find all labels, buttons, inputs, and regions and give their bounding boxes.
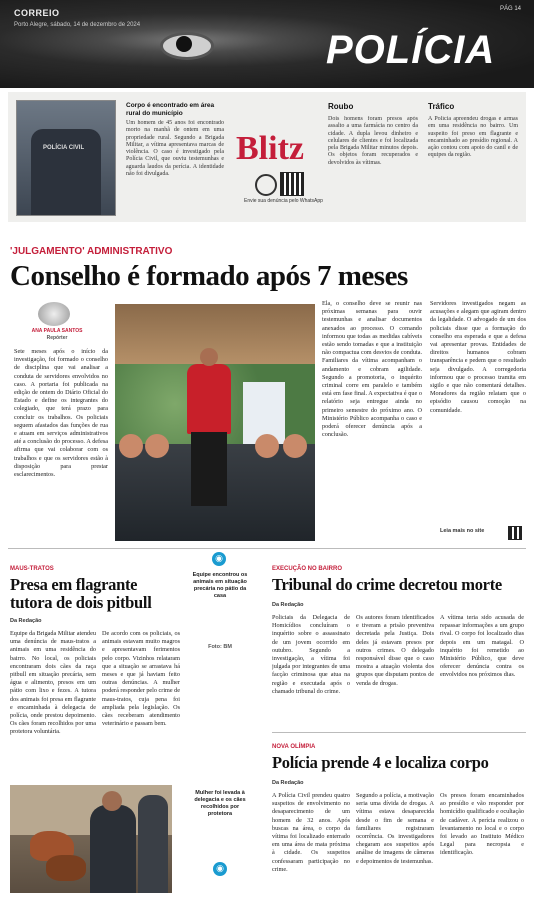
page-number: PÁG 14 (500, 6, 522, 12)
main-column-1: Sete meses após o início da investigação, foi formado o conselho de disciplina que vai analisar a conduta de servidores envolvidos no caso. A portaria foi publicada na edição de ontem do Diário Oficial do Estado e define os integrantes do colegiado, que terá prazo para concluir os trabalhos. Os policiais seguem afastados das funções de rua e atuam em serviços administrativos até a conclusão do processo. A defesa afirma que vai colaborar com os trabalhos e que os servidores estão à disposição para prestar esclarecimentos. (14, 348, 108, 479)
photo-caption-bottom: Mulher foi levada à delegacia e os cães recolhidos por protetora (194, 790, 246, 817)
photo-caption-top: Equipe encontrou os animais em situação precária no pátio da casa (192, 572, 248, 599)
blitz-col2-title: Roubo (328, 102, 354, 111)
blitz-logo: Blitz (236, 130, 304, 167)
main-kicker: 'JULGAMENTO' ADMINISTRATIVO (10, 246, 173, 257)
read-more-link[interactable]: Leia mais no site (440, 528, 485, 534)
photo-firefighter (187, 364, 231, 434)
police-vest-image (31, 129, 101, 215)
main-column-3: Servidores investigados negam as acusações e alegam que agiram dentro da legalidade. O advogado de um dos policiais disse que a formação do conselho era esperada e que a defesa vai apresentar provas. Entidades de direitos humanos cobram transparência e pedem que o resultado seja divulgado. A corregedoria informou que o processo tramita em sigilo e que não comentará detalhes. Moradores da região relatam que o episódio causou comoção na comunidade. (430, 300, 526, 414)
corpo-column-2: Segundo a polícia, a motivação seria uma dívida de drogas. A vítima estava desaparecida desde o fim de semana e familiares registraram ocorrência. Os investigadores chegaram aos suspeitos após análise de imagens de câmeras e depoimentos de testemunhas. (356, 792, 434, 865)
photo-head (255, 434, 279, 458)
photo-head (119, 434, 143, 458)
whatsapp-icon (255, 174, 277, 196)
newspaper-brand: CORREIO (14, 8, 60, 18)
tribunal-headline: Tribunal do crime decretou morte (272, 575, 502, 594)
photo-firefighter-head (200, 348, 218, 366)
qr-code-icon (508, 526, 522, 540)
pitbull-byline: Da Redação (10, 618, 42, 624)
photo-firefighter-pants (191, 432, 227, 506)
photo-credit: Foto: BM (208, 644, 232, 650)
pitbull-column-1: Equipe da Brigada Militar atendeu uma denúncia de maus-tratos a animais em uma residência do bairro. No local, os policiais encontraram dois cães da raça pitbull em situação precária, sem água e alimento, presos em um pátio com lixo e fezes. A tutora dos animais foi presa em flagrante e encaminhada à delegacia de polícia, onde prestou depoimento. Os cães foram recolhidos por uma protetora voluntária. (10, 630, 96, 736)
qr-code-icon (280, 172, 304, 196)
edition-date: Porto Alegre, sábado, 14 de dezembro de 2024 (14, 22, 141, 28)
section-title: POLÍCIA (326, 28, 496, 72)
tribunal-column-3: A vítima teria sido acusada de repassar informações a um grupo rival. O corpo foi localizado dias depois em um matagal. O inquérito foi remetido ao Ministério Público, que deve oferecer denúncia contra os envolvidos nos próximos dias. (440, 614, 524, 679)
camera-icon: ◉ (212, 552, 226, 566)
corpo-kicker: NOVA OLÍMPIA (272, 744, 316, 750)
blitz-lead-title: Corpo é encontrado em área rural do município (126, 102, 215, 117)
author-name: ANA PAULA SANTOS (31, 328, 83, 334)
divider (8, 548, 526, 549)
corpo-column-1: A Polícia Civil prendeu quatro suspeitos de envolvimento no desaparecimento de um homem de 32 anos. Após buscas na área, o corpo da vítima foi localizado enterrado em uma área de mata próxima à cidade. Os suspeitos confessaram participação no crime. (272, 792, 350, 873)
main-column-2: Ela, o conselho deve se reunir nas próximas semanas para ouvir testemunhas e analisar documentos anexados ao processo. O comando informou que todas as medidas cabíveis estão sendo tomadas e que a instituição não compactua com desvios de conduta. Familiares da vítima acompanham o andamento e cobram agilidade. Segundo a promotoria, o inquérito criminal corre em paralelo e também está em fase final. A expectativa é que o relatório seja entregue ainda no primeiro semestre do próximo ano. O Ministério Público acompanha o caso e poderá oferecer denúncia após a conclusão. (322, 300, 422, 439)
pitbull-column-2: De acordo com os policiais, os animais estavam muito magros e apresentavam ferimentos pelo corpo. Vizinhos relataram que a situação se arrastava há meses e que já haviam feito outras denúncias. A mulher poderá responder pelo crime de maus-tratos, cuja pena foi ampliada pela legislação. Os cães receberam atendimento veterinário e passam bem. (102, 630, 180, 728)
pitbull-photo (10, 785, 172, 893)
tribunal-kicker: EXECUÇÃO NO BAIRRO (272, 566, 343, 572)
section-header (0, 0, 534, 88)
corpo-headline: Polícia prende 4 e localiza corpo (272, 753, 489, 772)
blitz-col3-text: A Polícia apreendeu drogas e armas em uma residência no bairro. Um suspeito foi preso em flagrante e encaminhado ao presídio regional. A ação contou com apoio do canil e de equipes da região. (428, 116, 518, 159)
tribunal-column-1: Policiais da Delegacia de Homicídios concluíram o inquérito sobre o assassinato de um jovem ocorrido em outubro. Segundo a investigação, a vítima foi julgada por integrantes de uma facção criminosa que atua na região e executada após o chamado tribunal do crime. (272, 614, 350, 695)
photo-officer (90, 805, 136, 893)
author-avatar (38, 302, 70, 326)
camera-icon: ◉ (213, 862, 227, 876)
blitz-lead-text: Um homem de 45 anos foi encontrado morto na manhã de ontem em uma propriedade rural. Segundo a Brigada Militar, a vítima apresentava marcas de violência. O caso é investigado pela Polícia Civil, que ouviu testemunhas e aguarda laudos da perícia. A identidade não foi divulgada. (126, 120, 224, 178)
photo-officer (138, 795, 168, 893)
photo-dog (46, 855, 86, 881)
photo-head (283, 434, 307, 458)
divider (272, 732, 526, 733)
tribunal-column-2: Os autores foram identificados e tiveram a prisão preventiva decretada pela Justiça. Dois deles já estavam presos por outros crimes. O delegado responsável disse que o caso mostra a atuação violenta dos grupos que disputam pontos de venda de drogas. (356, 614, 434, 687)
pitbull-headline-1: Presa em flagrante (10, 575, 138, 594)
main-headline: Conselho é formado após 7 meses (10, 260, 408, 292)
pitbull-kicker: MAUS-TRATOS (10, 566, 54, 572)
pupil-image (176, 36, 192, 52)
main-photo (115, 304, 315, 541)
blitz-col3-title: Tráfico (428, 102, 455, 111)
photo-officer-head (102, 791, 122, 811)
photo-head (145, 434, 169, 458)
blitz-col2-text: Dois homens foram presos após assalto a uma farmácia no centro da cidade. A dupla levou dinheiro e celulares de clientes e foi localizada pela Brigada Militar minutos depois. Os objetos foram recuperados e devolvidos às vítimas. (328, 116, 418, 166)
corpo-column-3: Os presos foram encaminhados ao presídio e vão responder por homicídio qualificado e ocultação de cadáver. A perícia realizou o levantamento no local e o corpo foi levado ao Instituto Médico Legal para necropsia e identificação. (440, 792, 524, 857)
pitbull-headline-2: tutora de dois pitbull (10, 593, 152, 612)
tribunal-byline: Da Redação (272, 602, 304, 608)
blitz-photo (16, 100, 116, 216)
qr-caption: Envie sua denúncia pelo WhatsApp (244, 198, 323, 204)
author-role: Repórter (46, 335, 68, 341)
corpo-byline: Da Redação (272, 780, 304, 786)
vest-label: POLÍCIA CIVIL (43, 145, 85, 151)
